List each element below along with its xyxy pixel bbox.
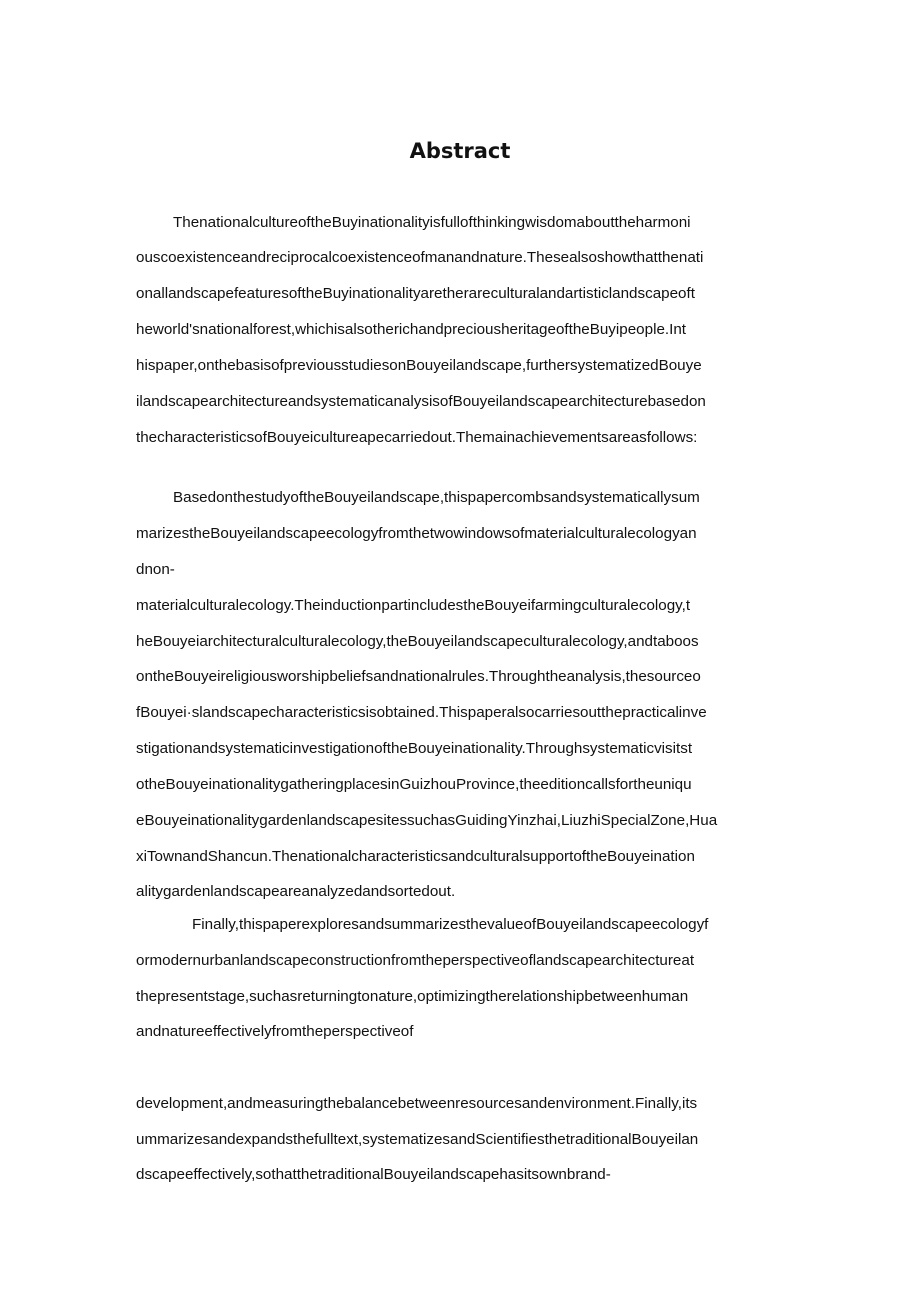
paragraph-1-line-3: onallandscapefeaturesoftheBuyinationalityaretherareculturalandartisticlandscapeoft [136, 285, 695, 302]
paragraph-2-line-9: otheBouyeinationalitygatheringplacesinGuizhouProvince,theeditioncallsfortheuniqu [136, 776, 692, 793]
paragraph-2-line-4: materialculturalecology.TheinductionpartincludestheBouyeifarmingculturalecology,t [136, 597, 691, 614]
paragraph-1-line-5: hispaper,onthebasisofpreviousstudiesonBouyeilandscape,furthersystematizedBouye [136, 357, 702, 374]
paragraph-2-line-3: dnon- [136, 561, 175, 578]
paragraph-3-line-1: Finally,thispaperexploresandsummarizesthevalueofBouyeilandscapeecologyf [192, 916, 709, 933]
paragraph-3-line-3: thepresentstage,suchasreturningtonature,optimizingtherelationshipbetweenhuman [136, 988, 689, 1005]
paragraph-2-line-8: stigationandsystematicinvestigationoftheBouyeinationality.Throughsystematicvisitst [136, 740, 693, 757]
paragraph-2-line-10: eBouyeinationalitygardenlandscapesitessuchasGuidingYinzhai,LiuzhiSpecialZone,Hua [136, 812, 718, 829]
paragraph-2-line-7: fBouyei·slandscapecharacteristicsisobtained.Thispaperalsocarriesoutthepracticalinve [136, 704, 707, 721]
paragraph-3-line-4: andnatureeffectivelyfromtheperspectiveof [136, 1023, 414, 1040]
paragraph-1-line-6: ilandscapearchitectureandsystematicanalysisofBouyeilandscapearchitecturebasedon [136, 393, 706, 410]
paragraph-2-line-2: marizestheBouyeilandscapeecologyfromthetwowindowsofmaterialculturalecologyan [136, 525, 697, 542]
paragraph-1-line-7: thecharacteristicsofBouyeicultureарecarriedout.Themainachievementsareasfollows: [136, 429, 698, 446]
page-title: Abstract [409, 139, 511, 163]
paragraph-1-line-1: ThenationalcultureoftheBuyinationalityisfullofthinkingwisdomabouttheharmoni [173, 214, 691, 231]
paragraph-3-line-2: ormodernurbanlandscapeconstructionfromtheperspectiveoflandscapearchitectureat [136, 952, 695, 969]
paragraph-1-line-4: heworld'snationalforest,whichisalsotherichandpreciousheritageoftheBuyipeople.Int [136, 321, 686, 338]
paragraph-2-line-12: alitygardenlandscapeareanalyzedandsortedout. [136, 883, 456, 900]
paragraph-4-line-3: dscapeeffectively,sothatthetraditionalBouyeilandscapehasitsownbrand- [136, 1166, 611, 1183]
paragraph-2-line-1: BasedonthestudyoftheBouyeilandscape,thispapercombsandsystematicallysum [173, 489, 700, 506]
paragraph-2-line-5: heBouyeiarchitecturalculturalecology,theBouyeilandscapeculturalecology,andtaboos [136, 633, 699, 650]
paragraph-1-line-2: ouscoexistenceandreciprocalcoexistenceofmanandnature.Thesealsoshowthatthenati [136, 249, 704, 266]
paragraph-4-line-2: ummarizesandexpandsthefulltext,systematizesandScientifiesthetraditionalBouyeilan [136, 1131, 699, 1148]
paragraph-4-line-1: development,andmeasuringthebalancebetweenresourcesandenvironment.Finally,its [136, 1095, 698, 1112]
paragraph-2-line-6: ontheBouyeireligiousworshipbeliefsandnationalrules.Throughtheanalysis,thesourceo [136, 668, 701, 685]
paragraph-2-line-11: xiTownandShancun.ThenationalcharacteristicsandculturalsupportoftheBouyeination [136, 848, 695, 865]
